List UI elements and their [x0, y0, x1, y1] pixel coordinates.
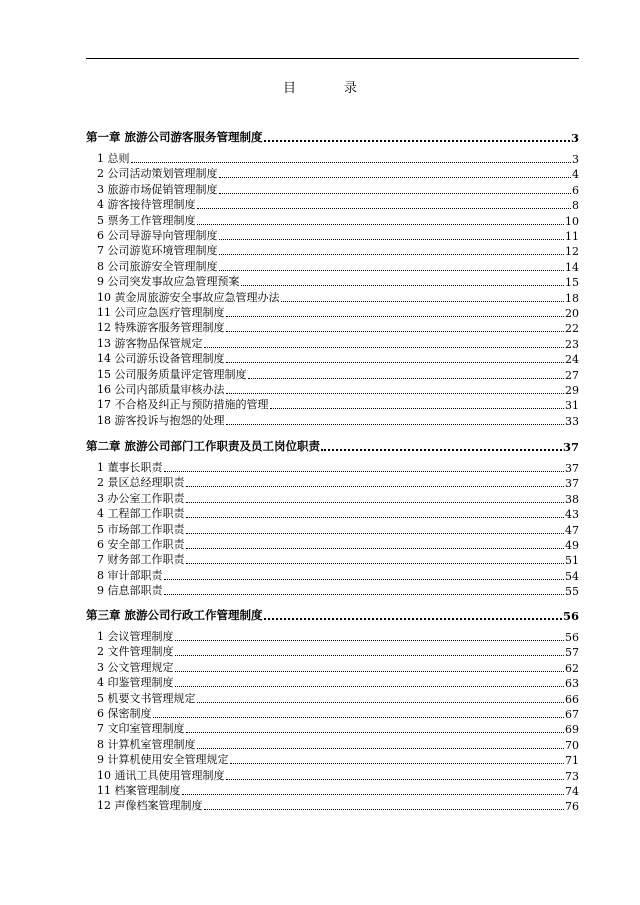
toc-section-label: 10 通讯工具使用管理制度 [97, 768, 225, 782]
toc-section-label: 5 机要文书管理规定 [97, 691, 196, 705]
toc-section-page: 51 [565, 554, 579, 568]
toc-section-page: 67 [565, 708, 579, 721]
dot-leader [226, 316, 565, 317]
dot-leader [219, 270, 565, 271]
toc-section-label: 11 档案管理制度 [97, 784, 181, 797]
toc-section[interactable] [86, 568, 579, 583]
dot-leader [270, 408, 565, 409]
toc-section[interactable] [86, 768, 579, 783]
toc-section-label: 11 公司应急医疗管理制度 [97, 306, 225, 319]
dot-leader [204, 809, 565, 810]
toc-section-label: 1 总则 [97, 152, 130, 165]
toc-section-label: 6 安全部工作职责 [97, 538, 185, 551]
dot-leader [182, 794, 565, 795]
toc-section-page: 10 [565, 214, 579, 228]
toc-section[interactable] [86, 259, 579, 274]
toc-section[interactable] [86, 798, 579, 813]
toc-section-page: 14 [565, 260, 579, 274]
toc-section-page: 63 [565, 677, 579, 691]
toc-section-label: 7 文印室管理制度 [97, 722, 185, 736]
dot-leader [164, 471, 565, 472]
toc-section[interactable] [86, 752, 579, 767]
dot-leader [241, 285, 565, 286]
dot-leader [186, 563, 565, 564]
toc-section-label: 9 信息部职责 [97, 584, 163, 598]
dot-leader [197, 702, 565, 703]
toc-section-label: 4 印鉴管理制度 [97, 676, 174, 690]
toc-section[interactable] [86, 336, 579, 351]
toc-section-page: 49 [565, 539, 579, 552]
toc-section[interactable] [86, 629, 579, 644]
dot-leader [175, 686, 565, 687]
toc-section[interactable] [86, 182, 579, 197]
dot-leader [248, 378, 565, 379]
toc-chapter-label: 第三章 旅游公司行政工作管理制度 [86, 608, 263, 622]
toc-title-left: 目 [282, 81, 296, 96]
toc-title-right: 录 [344, 81, 358, 96]
toc-section-page: 29 [565, 384, 579, 397]
dot-leader [153, 717, 565, 718]
toc-section-page: 54 [565, 569, 579, 583]
toc-section-label: 10 黄金周旅游安全事故应急管理办法 [97, 290, 280, 304]
toc-section[interactable] [86, 197, 579, 212]
toc-section[interactable] [86, 274, 579, 289]
toc-section-page: 15 [565, 276, 579, 290]
toc-section-page: 12 [565, 245, 579, 259]
toc-chapter-page: 37 [562, 440, 579, 454]
dot-leader [197, 748, 565, 749]
dot-leader [226, 362, 565, 363]
toc-section-label: 1 会议管理制度 [97, 630, 174, 643]
toc-section-page: 74 [565, 785, 579, 798]
toc-section-label: 1 董事长职责 [97, 461, 163, 474]
toc-chapter[interactable] [86, 438, 579, 454]
toc-section-label: 18 游客投诉与抱怨的处理 [97, 413, 225, 427]
toc-section-label: 2 文件管理制度 [97, 645, 174, 659]
dot-leader [186, 517, 565, 518]
toc-chapter-label: 第二章 旅游公司部门工作职责及员工岗位职责 [86, 439, 321, 453]
toc-section[interactable] [86, 151, 579, 166]
toc-section-label: 12 声像档案管理制度 [97, 799, 203, 813]
toc-section-page: 37 [565, 477, 579, 491]
toc-section-label: 2 公司活动策划管理制度 [97, 167, 218, 181]
dot-leader [226, 331, 565, 332]
toc-section-label: 17 不合格及纠正与预防措施的管理 [97, 398, 269, 412]
toc-section-page: 66 [565, 692, 579, 706]
dot-leader [321, 449, 562, 451]
toc-section[interactable] [86, 305, 579, 320]
toc-section-label: 4 工程部工作职责 [97, 507, 185, 521]
toc-section-page: 76 [565, 800, 579, 814]
toc-section[interactable] [86, 706, 579, 721]
dot-leader [264, 140, 570, 142]
toc-section-page: 22 [565, 322, 579, 336]
toc-section[interactable] [86, 460, 579, 475]
toc-section-page: 57 [565, 646, 579, 660]
toc-section[interactable] [86, 413, 579, 428]
toc-section-page: 6 [572, 183, 579, 197]
dot-leader [219, 193, 572, 194]
toc-chapter[interactable] [86, 129, 579, 145]
toc-section-page: 73 [565, 769, 579, 783]
toc-section-page: 11 [565, 230, 579, 243]
toc-section-label: 7 财务部工作职责 [97, 553, 185, 567]
dot-leader [164, 594, 565, 595]
toc-section-label: 8 审计部职责 [97, 568, 163, 582]
dot-leader [186, 502, 565, 503]
toc-section[interactable] [86, 475, 579, 490]
toc-section-page: 43 [565, 508, 579, 522]
toc-section-label: 8 公司旅游安全管理制度 [97, 259, 218, 273]
dot-leader [175, 655, 565, 656]
toc-section-label: 6 保密制度 [97, 707, 152, 720]
toc-section[interactable] [86, 783, 579, 798]
toc-section-page: 47 [565, 523, 579, 537]
toc-section[interactable] [86, 290, 579, 305]
toc-section-label: 16 公司内部质量审核办法 [97, 383, 225, 396]
toc-section-page: 3 [572, 153, 579, 166]
header-rule [86, 58, 579, 59]
toc-section-page: 23 [565, 337, 579, 351]
toc-section-label: 15 公司服务质量评定管理制度 [97, 367, 247, 381]
toc-section[interactable] [86, 243, 579, 258]
toc-section-label: 6 公司导游导向管理制度 [97, 229, 218, 242]
toc-section-page: 8 [572, 199, 579, 213]
toc-section-label: 3 旅游市场促销管理制度 [97, 182, 218, 196]
toc-section[interactable] [86, 382, 579, 397]
toc-section[interactable] [86, 228, 579, 243]
toc-section-page: 37 [565, 462, 579, 475]
toc-section[interactable] [86, 397, 579, 412]
toc-chapter[interactable] [86, 607, 579, 623]
toc-chapter-page: 56 [562, 609, 579, 623]
dot-leader [226, 424, 565, 425]
toc-section[interactable] [86, 675, 579, 690]
dot-leader [226, 393, 565, 394]
toc-section-label: 14 公司游乐设备管理制度 [97, 352, 225, 366]
dot-leader [186, 486, 565, 487]
dot-leader [197, 224, 565, 225]
toc-section-label: 13 游客物品保管规定 [97, 336, 203, 350]
toc-chapter-label: 第一章 旅游公司游客服务管理制度 [86, 130, 263, 144]
toc-section-page: 18 [565, 291, 579, 305]
toc-section[interactable] [86, 660, 579, 675]
dot-leader [197, 208, 572, 209]
toc-section[interactable] [86, 367, 579, 382]
toc-section[interactable] [86, 691, 579, 706]
toc-section[interactable] [86, 552, 579, 567]
dot-leader [264, 618, 562, 620]
toc-title [0, 77, 640, 96]
dot-leader [204, 347, 565, 348]
toc-section-label: 9 计算机使用安全管理规定 [97, 753, 229, 767]
toc-section-page: 70 [565, 738, 579, 752]
toc-section-label: 3 公文管理规定 [97, 660, 174, 674]
dot-leader [186, 533, 565, 534]
toc-section-page: 71 [565, 754, 579, 768]
toc-chapter-page: 3 [570, 131, 579, 145]
dot-leader [226, 779, 565, 780]
toc-section[interactable] [86, 737, 579, 752]
toc-section[interactable] [86, 491, 579, 506]
toc-section[interactable] [86, 320, 579, 335]
toc-section[interactable] [86, 213, 579, 228]
toc-section-page: 38 [565, 492, 579, 506]
toc-section-page: 20 [565, 307, 579, 320]
dot-leader [219, 254, 565, 255]
toc-section-page: 62 [565, 661, 579, 675]
toc-section[interactable] [86, 166, 579, 181]
dot-leader [186, 732, 565, 733]
toc-section[interactable] [86, 721, 579, 736]
toc-section-label: 3 办公室工作职责 [97, 491, 185, 505]
toc-section-label: 5 市场部工作职责 [97, 522, 185, 536]
toc-section-page: 55 [565, 585, 579, 599]
toc-section[interactable] [86, 537, 579, 552]
toc-section[interactable] [86, 644, 579, 659]
dot-leader [281, 301, 565, 302]
toc-section-label: 12 特殊游客服务管理制度 [97, 321, 225, 335]
toc-section-label: 9 公司突发事故应急管理预案 [97, 275, 240, 289]
toc-section-page: 31 [565, 399, 579, 413]
toc-section-page: 27 [565, 368, 579, 382]
toc-section-label: 7 公司游览环境管理制度 [97, 244, 218, 258]
dot-leader [175, 640, 565, 641]
dot-leader [164, 579, 565, 580]
dot-leader [230, 763, 565, 764]
toc-section-page: 4 [572, 168, 579, 182]
toc-section[interactable] [86, 522, 579, 537]
toc-section-page: 69 [565, 723, 579, 737]
dot-leader [219, 177, 572, 178]
toc-section-label: 5 票务工作管理制度 [97, 213, 196, 227]
toc-section[interactable] [86, 506, 579, 521]
toc-section-page: 33 [565, 414, 579, 428]
toc-section-page: 56 [565, 631, 579, 644]
toc-section-label: 4 游客接待管理制度 [97, 198, 196, 212]
toc-section[interactable] [86, 351, 579, 366]
toc-section-label: 8 计算机室管理制度 [97, 737, 196, 751]
toc-section-label: 2 景区总经理职责 [97, 476, 185, 490]
toc-section[interactable] [86, 583, 579, 598]
dot-leader [186, 548, 565, 549]
dot-leader [219, 239, 565, 240]
dot-leader [131, 162, 572, 163]
dot-leader [175, 671, 565, 672]
toc-section-page: 24 [565, 353, 579, 367]
